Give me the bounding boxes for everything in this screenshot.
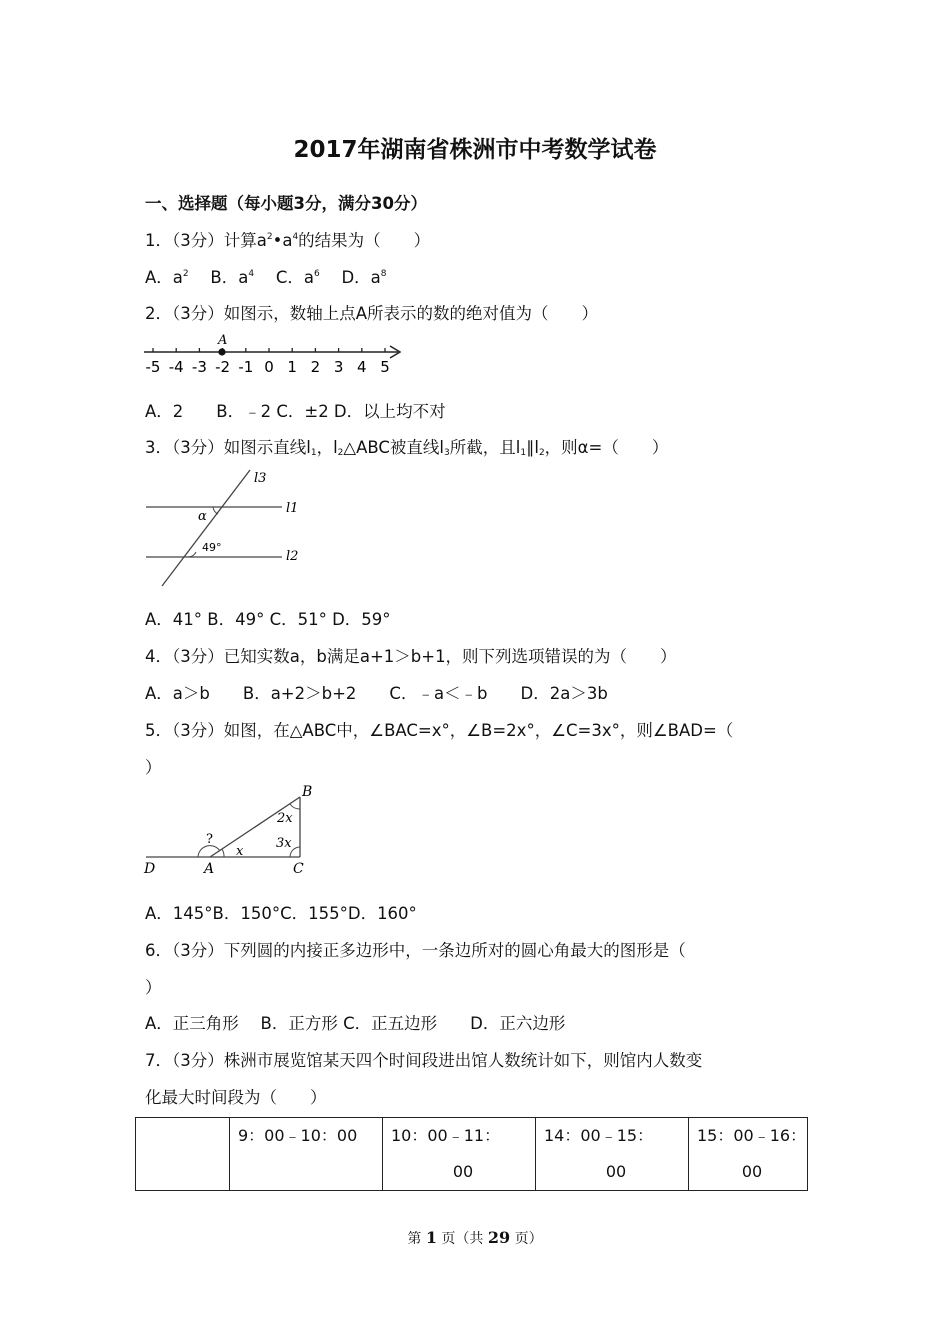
page-footer: 第 1 页（共 29 页） (407, 1228, 543, 1247)
label-x: x (236, 844, 244, 859)
table-cell (136, 1118, 230, 1191)
page-title: 2017年湖南省株洲市中考数学试卷 (293, 137, 657, 163)
table-cell: 15：00﹣16： 00 (689, 1118, 808, 1191)
number-line-tick-label: -5 (145, 358, 161, 376)
question-4-stem: 4．（3分）已知实数a，b满足a+1＞b+1，则下列选项错误的为（ ） (145, 647, 677, 666)
label-l2: l2 (286, 549, 299, 564)
number-line-tick-label: -2 (215, 358, 231, 376)
angle-49-arc (188, 552, 196, 557)
number-line-tick-label: -1 (238, 358, 254, 376)
question-5-options: A．145°B．150°C．155°D．160° (145, 904, 417, 923)
number-line-figure (140, 330, 410, 378)
angle-x-arc (222, 849, 224, 857)
label-l1: l1 (286, 501, 299, 516)
question-7-stem-end: 化最大时间段为（ ） (145, 1088, 327, 1107)
table-cell: 10：00﹣11： 00 (383, 1118, 536, 1191)
table-row (136, 1118, 808, 1191)
label-a: A (204, 861, 215, 877)
question-5-stem: 5．（3分）如图，在△ABC中，∠BAC=x°，∠B=2x°，∠C=3x°，则∠BAD=（ (145, 721, 734, 740)
table-cell: 9：00﹣10：00 (230, 1118, 383, 1191)
question-6-options: A．正三角形 B．正方形 C．正五边形 D．正六边形 (145, 1014, 566, 1033)
table-cell: 14：00﹣15： 00 (536, 1118, 689, 1191)
question-2-stem: 2．（3分）如图示，数轴上点A所表示的数的绝对值为（ ） (145, 304, 599, 323)
question-3-options: A．41° B．49° C．51° D．59° (145, 610, 391, 629)
question-6-stem: 6．（3分）下列圆的内接正多边形中，一条边所对的圆心角最大的图形是（ (145, 941, 686, 960)
line-l3 (162, 470, 250, 586)
parallel-lines-figure (140, 462, 315, 592)
number-line-tick-label: 1 (287, 358, 297, 376)
label-49-degrees: 49° (202, 541, 222, 554)
label-2x: 2x (277, 811, 293, 826)
label-b: B (302, 784, 313, 800)
number-line-tick-label: -4 (168, 358, 184, 376)
number-line-tick-label: 4 (357, 358, 367, 376)
label-l3: l3 (254, 471, 267, 486)
visitor-table (135, 1117, 808, 1191)
question-1-options: A．$a^2$ B．$a^4$ C．$a^6$ D．$a^8$ (145, 268, 387, 287)
number-line-tick-label: 2 (310, 358, 321, 376)
section-heading: 一、选择题（每小题3分，满分30分） (145, 194, 427, 213)
question-1-stem: 1．（3分）计算$a^2•a^4$的结果为（ ） (145, 231, 431, 250)
label-d: D (144, 861, 156, 877)
point-a-marker (218, 348, 225, 355)
question-7-stem: 7．（3分）株洲市展览馆某天四个时间段进出馆人数统计如下，则馆内人数变 (145, 1051, 703, 1070)
label-3x: 3x (276, 836, 292, 851)
number-line-tick-label: 0 (264, 358, 274, 376)
number-line-tick-label: -3 (191, 358, 207, 376)
angle-bad-arc (198, 846, 220, 857)
label-c: C (293, 861, 304, 877)
label-alpha: α (198, 509, 207, 524)
question-3-stem: 3．（3分）如图示直线$l_1$，$l_2\triangle ABC$被直线$l_3$所截，且$l_1\parallel l_2$，则α=（ ） (145, 438, 669, 458)
question-5-stem-end: ） (145, 758, 162, 777)
question-4-options: A．a＞b B．a+2＞b+2 C．﹣a＜﹣b D．2a＞3b (145, 684, 608, 703)
number-line-tick-label: 3 (333, 358, 344, 376)
point-a-label: A (218, 333, 228, 348)
triangle-figure (140, 783, 320, 878)
angle-b-arc (290, 804, 300, 809)
number-line-tick-label: 5 (380, 358, 390, 376)
question-6-stem-end: ） (145, 978, 162, 997)
label-question-mark: ? (206, 832, 213, 847)
question-2-options: A．2 B．﹣2 C．±2 D．以上均不对 (145, 402, 446, 421)
